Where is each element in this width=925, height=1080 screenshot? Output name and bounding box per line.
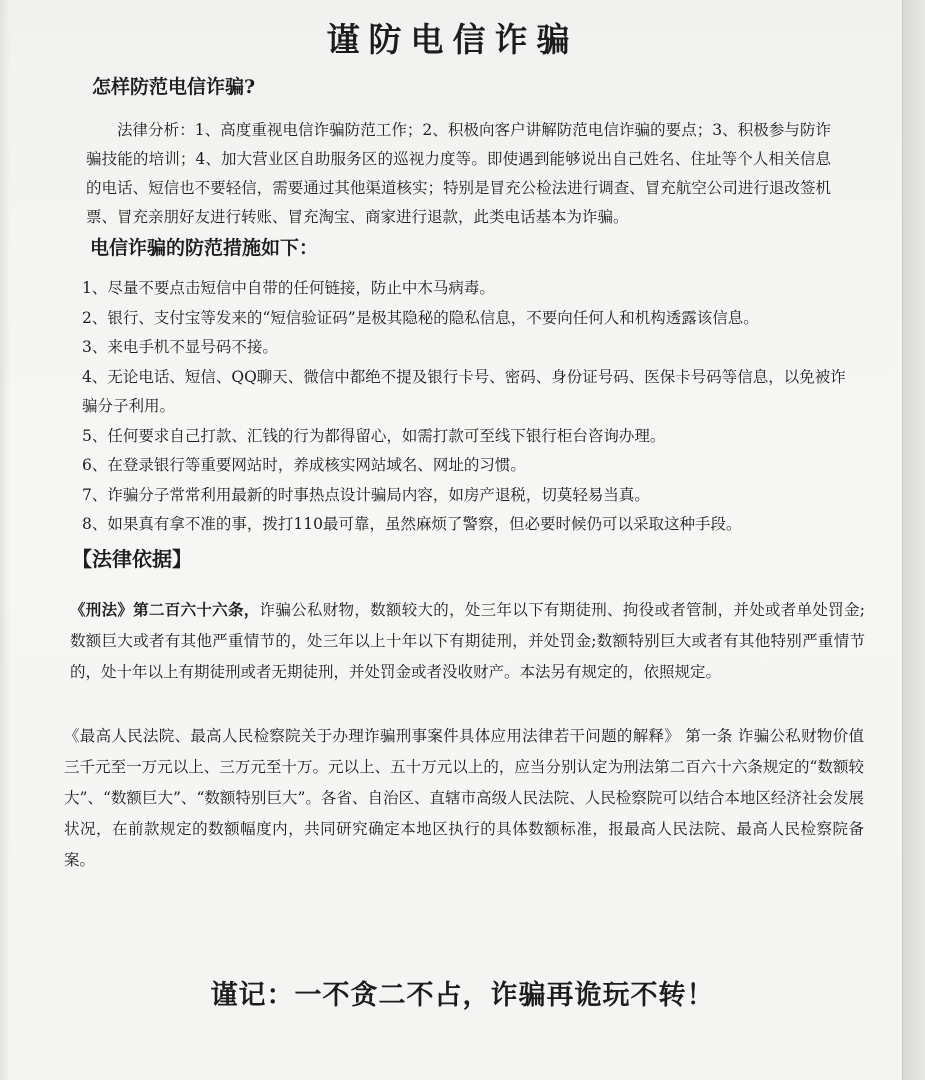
legal-analysis-paragraph: 法律分析：1、高度重视电信诈骗防范工作；2、积极向客户讲解防范电信诈骗的要点；3、积极参与防诈骗技能的培训；4、加大营业区自助服务区的巡视力度等。即使遇到能够说出自己姓名、住址等个人相关信息的电话、短信也不要轻信，需要通过其他渠道核实；特别是冒充公检法进行调查、冒充航空公司进行退改签机票、冒充亲朋好友进行转账、冒充淘宝、商家进行退款，此类电话基本为诈骗。 [86,121,831,226]
section-heading-legal-basis: 【法律依据】 [72,547,192,571]
section-heading-how-to-prevent: 怎样防范电信诈骗? [92,76,256,98]
page-shadow [0,0,10,1080]
criminal-law-text: 诈骗公私财物，数额较大的，处三年以下有期徒刑、拘役或者管制，并处或者单处罚金;数额巨大或者有其他严重情节的，处三年以上十年以下有期徒刑，并处罚金;数额特别巨大或者有其他特别严重情节的，处十年以上有期徒刑或者无期徒刑，并处罚金或者没收财产。本法另有规定的，依照规定。 [70,601,865,681]
list-item: 3、来电手机不显号码不接。 [82,338,278,356]
list-item: 6、在登录银行等重要网站时，养成核实网站域名、网址的习惯。 [82,456,526,474]
list-item: 2、银行、支付宝等发来的“短信验证码”是极其隐秘的隐私信息，不要向任何人和机构透露该信息。 [82,308,759,327]
next-page-edge [902,0,925,1080]
closing-slogan: 谨记：一不贪二不占，诈骗再诡玩不转！ [210,980,715,1011]
page-title: 谨防电信诈骗 [326,20,579,59]
list-item: 5、任何要求自己打款、汇钱的行为都得留心，如需打款可至线下银行柜台咨询办理。 [82,426,666,445]
list-item: 1、尽量不要点击短信中自带的任何链接，防止中木马病毒。 [82,279,495,297]
section-heading-measures: 电信诈骗的防范措施如下： [90,237,319,259]
list-item: 7、诈骗分子常常利用最新的时事热点设计骗局内容，如房产退税，切莫轻易当真。 [82,485,650,504]
list-item: 4、无论电话、短信、QQ聊天、微信中都绝不提及银行卡号、密码、身份证号码、医保卡号码等信息，以免被诈骗分子利用。 [82,367,846,415]
criminal-law-citation: 《刑法》第二百六十六条， [70,600,260,619]
judicial-interpretation-paragraph: 《最高人民法院、最高人民检察院关于办理诈骗刑事案件具体应用法律若干问题的解释》 第一条 诈骗公私财物价值三千元至一万元以上、三万元至十万。元以上、五十万元以上的，应当分别认定为刑法第二百六十六条规定的“数额较大”、“数额巨大”、“数额特别巨大”。各省、自治区、直辖市高级人民法院、人民检察院可以结合本地区经济社会发展状况，在前款规定的数额幅度内，共同研究确定本地区执行的具体数额标准，报最高人民法院、最高人民检察院备案。 [64,727,864,869]
measures-list [82,274,857,540]
list-item: 8、如果真有拿不准的事，拨打110最可靠，虽然麻烦了警察，但必要时候仍可以采取这种手段。 [82,515,742,533]
criminal-law-article-paragraph [70,594,865,688]
